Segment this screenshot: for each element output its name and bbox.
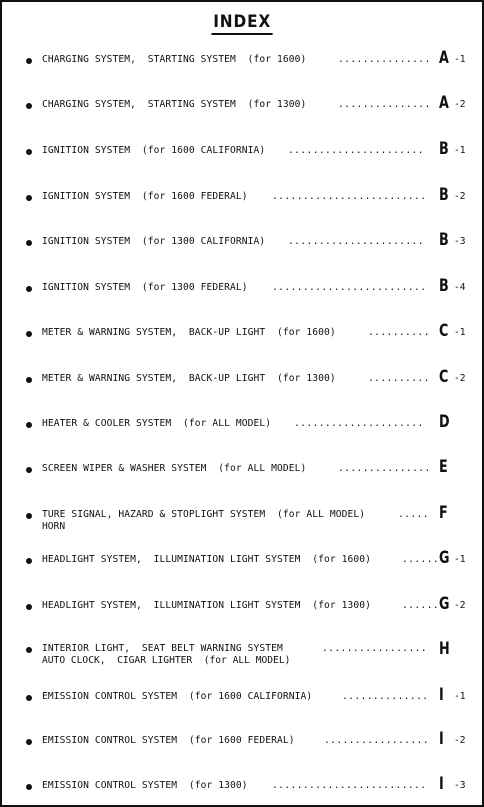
bullet-icon	[26, 647, 32, 653]
section-letter: I	[439, 774, 444, 794]
section-letter: D	[439, 412, 450, 432]
leader-dots: .....................	[294, 418, 424, 429]
index-entry[interactable]	[2, 595, 482, 627]
leader-dots: .........................	[272, 191, 427, 202]
leader-dots: .................	[322, 643, 427, 654]
entry-text: INTERIOR LIGHT, SEAT BELT WARNING SYSTEM	[42, 643, 283, 654]
page-title-text: INDEX	[211, 12, 273, 35]
index-entry[interactable]	[2, 775, 482, 807]
leader-dots: .................	[324, 735, 429, 746]
bullet-icon	[26, 513, 32, 519]
index-entry[interactable]	[2, 549, 482, 581]
bullet-icon	[26, 558, 32, 564]
index-entry[interactable]	[2, 322, 482, 354]
index-entry[interactable]	[2, 458, 482, 490]
bullet-icon	[26, 331, 32, 337]
section-letter: G	[439, 594, 450, 614]
section-number: -3	[454, 236, 466, 247]
leader-dots: ..............	[342, 691, 429, 702]
index-entry[interactable]	[2, 413, 482, 445]
bullet-icon	[26, 695, 32, 701]
section-letter: I	[439, 685, 444, 705]
leader-dots: ...............	[338, 99, 431, 110]
section-number: -1	[454, 54, 466, 65]
bullet-icon	[26, 58, 32, 64]
entry-text: EMISSION CONTROL SYSTEM (for 1300)	[42, 780, 248, 791]
leader-dots: .....	[398, 509, 429, 520]
index-entry[interactable]	[2, 277, 482, 309]
section-letter: G	[439, 548, 450, 568]
section-number: -3	[454, 780, 466, 791]
leader-dots: ...............	[338, 463, 431, 474]
leader-dots: ...............	[338, 54, 431, 65]
index-entry[interactable]	[2, 368, 482, 400]
section-letter: A	[439, 48, 449, 68]
bullet-icon	[26, 784, 32, 790]
section-letter: B	[439, 139, 449, 159]
bullet-icon	[26, 103, 32, 109]
entry-text: IGNITION SYSTEM (for 1600 CALIFORNIA)	[42, 145, 266, 156]
entry-text: METER & WARNING SYSTEM, BACK-UP LIGHT (for 1600)	[42, 327, 336, 338]
leader-dots: ......................	[288, 236, 424, 247]
entry-text: TURE SIGNAL, HAZARD & STOPLIGHT SYSTEM (for ALL MODEL)	[42, 509, 366, 520]
bullet-icon	[26, 286, 32, 292]
section-number: -2	[454, 373, 466, 384]
section-letter: A	[439, 93, 449, 113]
entry-text: IGNITION SYSTEM (for 1300 FEDERAL)	[42, 282, 248, 293]
section-letter: B	[439, 185, 449, 205]
bullet-icon	[26, 377, 32, 383]
section-number: -2	[454, 191, 466, 202]
leader-dots: ..........	[368, 373, 430, 384]
section-letter: C	[439, 367, 449, 387]
leader-dots: .........................	[272, 780, 427, 791]
index-entry[interactable]	[2, 94, 482, 126]
bullet-icon	[26, 739, 32, 745]
bullet-icon	[26, 195, 32, 201]
section-number: -4	[454, 282, 466, 293]
section-letter: I	[439, 729, 444, 749]
section-letter: B	[439, 276, 449, 296]
bullet-icon	[26, 240, 32, 246]
index-entry[interactable]	[2, 186, 482, 218]
section-number: -1	[454, 145, 466, 156]
leader-dots: ..........	[368, 327, 430, 338]
entry-text-line2: HORN	[42, 521, 66, 532]
entry-text: HEADLIGHT SYSTEM, ILLUMINATION LIGHT SYSTEM (for 1300)	[42, 600, 372, 611]
leader-dots: ......	[402, 600, 440, 611]
index-entry[interactable]	[2, 504, 482, 540]
section-letter: H	[439, 639, 450, 659]
entry-text: CHARGING SYSTEM, STARTING SYSTEM (for 1300)	[42, 99, 307, 110]
section-number: -2	[454, 600, 466, 611]
entry-text: IGNITION SYSTEM (for 1600 FEDERAL)	[42, 191, 248, 202]
index-entry[interactable]	[2, 686, 482, 718]
entry-text: EMISSION CONTROL SYSTEM (for 1600 CALIFORNIA)	[42, 691, 313, 702]
entry-text: IGNITION SYSTEM (for 1300 CALIFORNIA)	[42, 236, 266, 247]
leader-dots: ......	[402, 554, 440, 565]
index-entry[interactable]	[2, 49, 482, 81]
section-number: -1	[454, 691, 466, 702]
index-entry[interactable]	[2, 638, 482, 674]
section-letter: E	[439, 457, 448, 477]
section-number: -1	[454, 554, 466, 565]
bullet-icon	[26, 149, 32, 155]
entry-text: HEATER & COOLER SYSTEM (for ALL MODEL)	[42, 418, 272, 429]
page-title	[2, 12, 482, 35]
bullet-icon	[26, 422, 32, 428]
entry-text: HEADLIGHT SYSTEM, ILLUMINATION LIGHT SYSTEM (for 1600)	[42, 554, 372, 565]
section-number: -2	[454, 735, 466, 746]
entry-text: METER & WARNING SYSTEM, BACK-UP LIGHT (for 1300)	[42, 373, 336, 384]
index-entry[interactable]	[2, 231, 482, 263]
bullet-icon	[26, 604, 32, 610]
section-number: -2	[454, 99, 466, 110]
entry-text: SCREEN WIPER & WASHER SYSTEM (for ALL MODEL)	[42, 463, 307, 474]
section-letter: C	[439, 321, 449, 341]
entry-text: CHARGING SYSTEM, STARTING SYSTEM (for 1600)	[42, 54, 307, 65]
entry-text-line2: AUTO CLOCK, CIGAR LIGHTER (for ALL MODEL)	[42, 655, 291, 666]
leader-dots: .........................	[272, 282, 427, 293]
bullet-icon	[26, 467, 32, 473]
section-number: -1	[454, 327, 466, 338]
index-entry[interactable]	[2, 730, 482, 762]
leader-dots: ......................	[288, 145, 424, 156]
section-letter: B	[439, 230, 449, 250]
section-letter: F	[439, 503, 448, 523]
index-entry[interactable]	[2, 140, 482, 172]
entry-text: EMISSION CONTROL SYSTEM (for 1600 FEDERAL)	[42, 735, 295, 746]
